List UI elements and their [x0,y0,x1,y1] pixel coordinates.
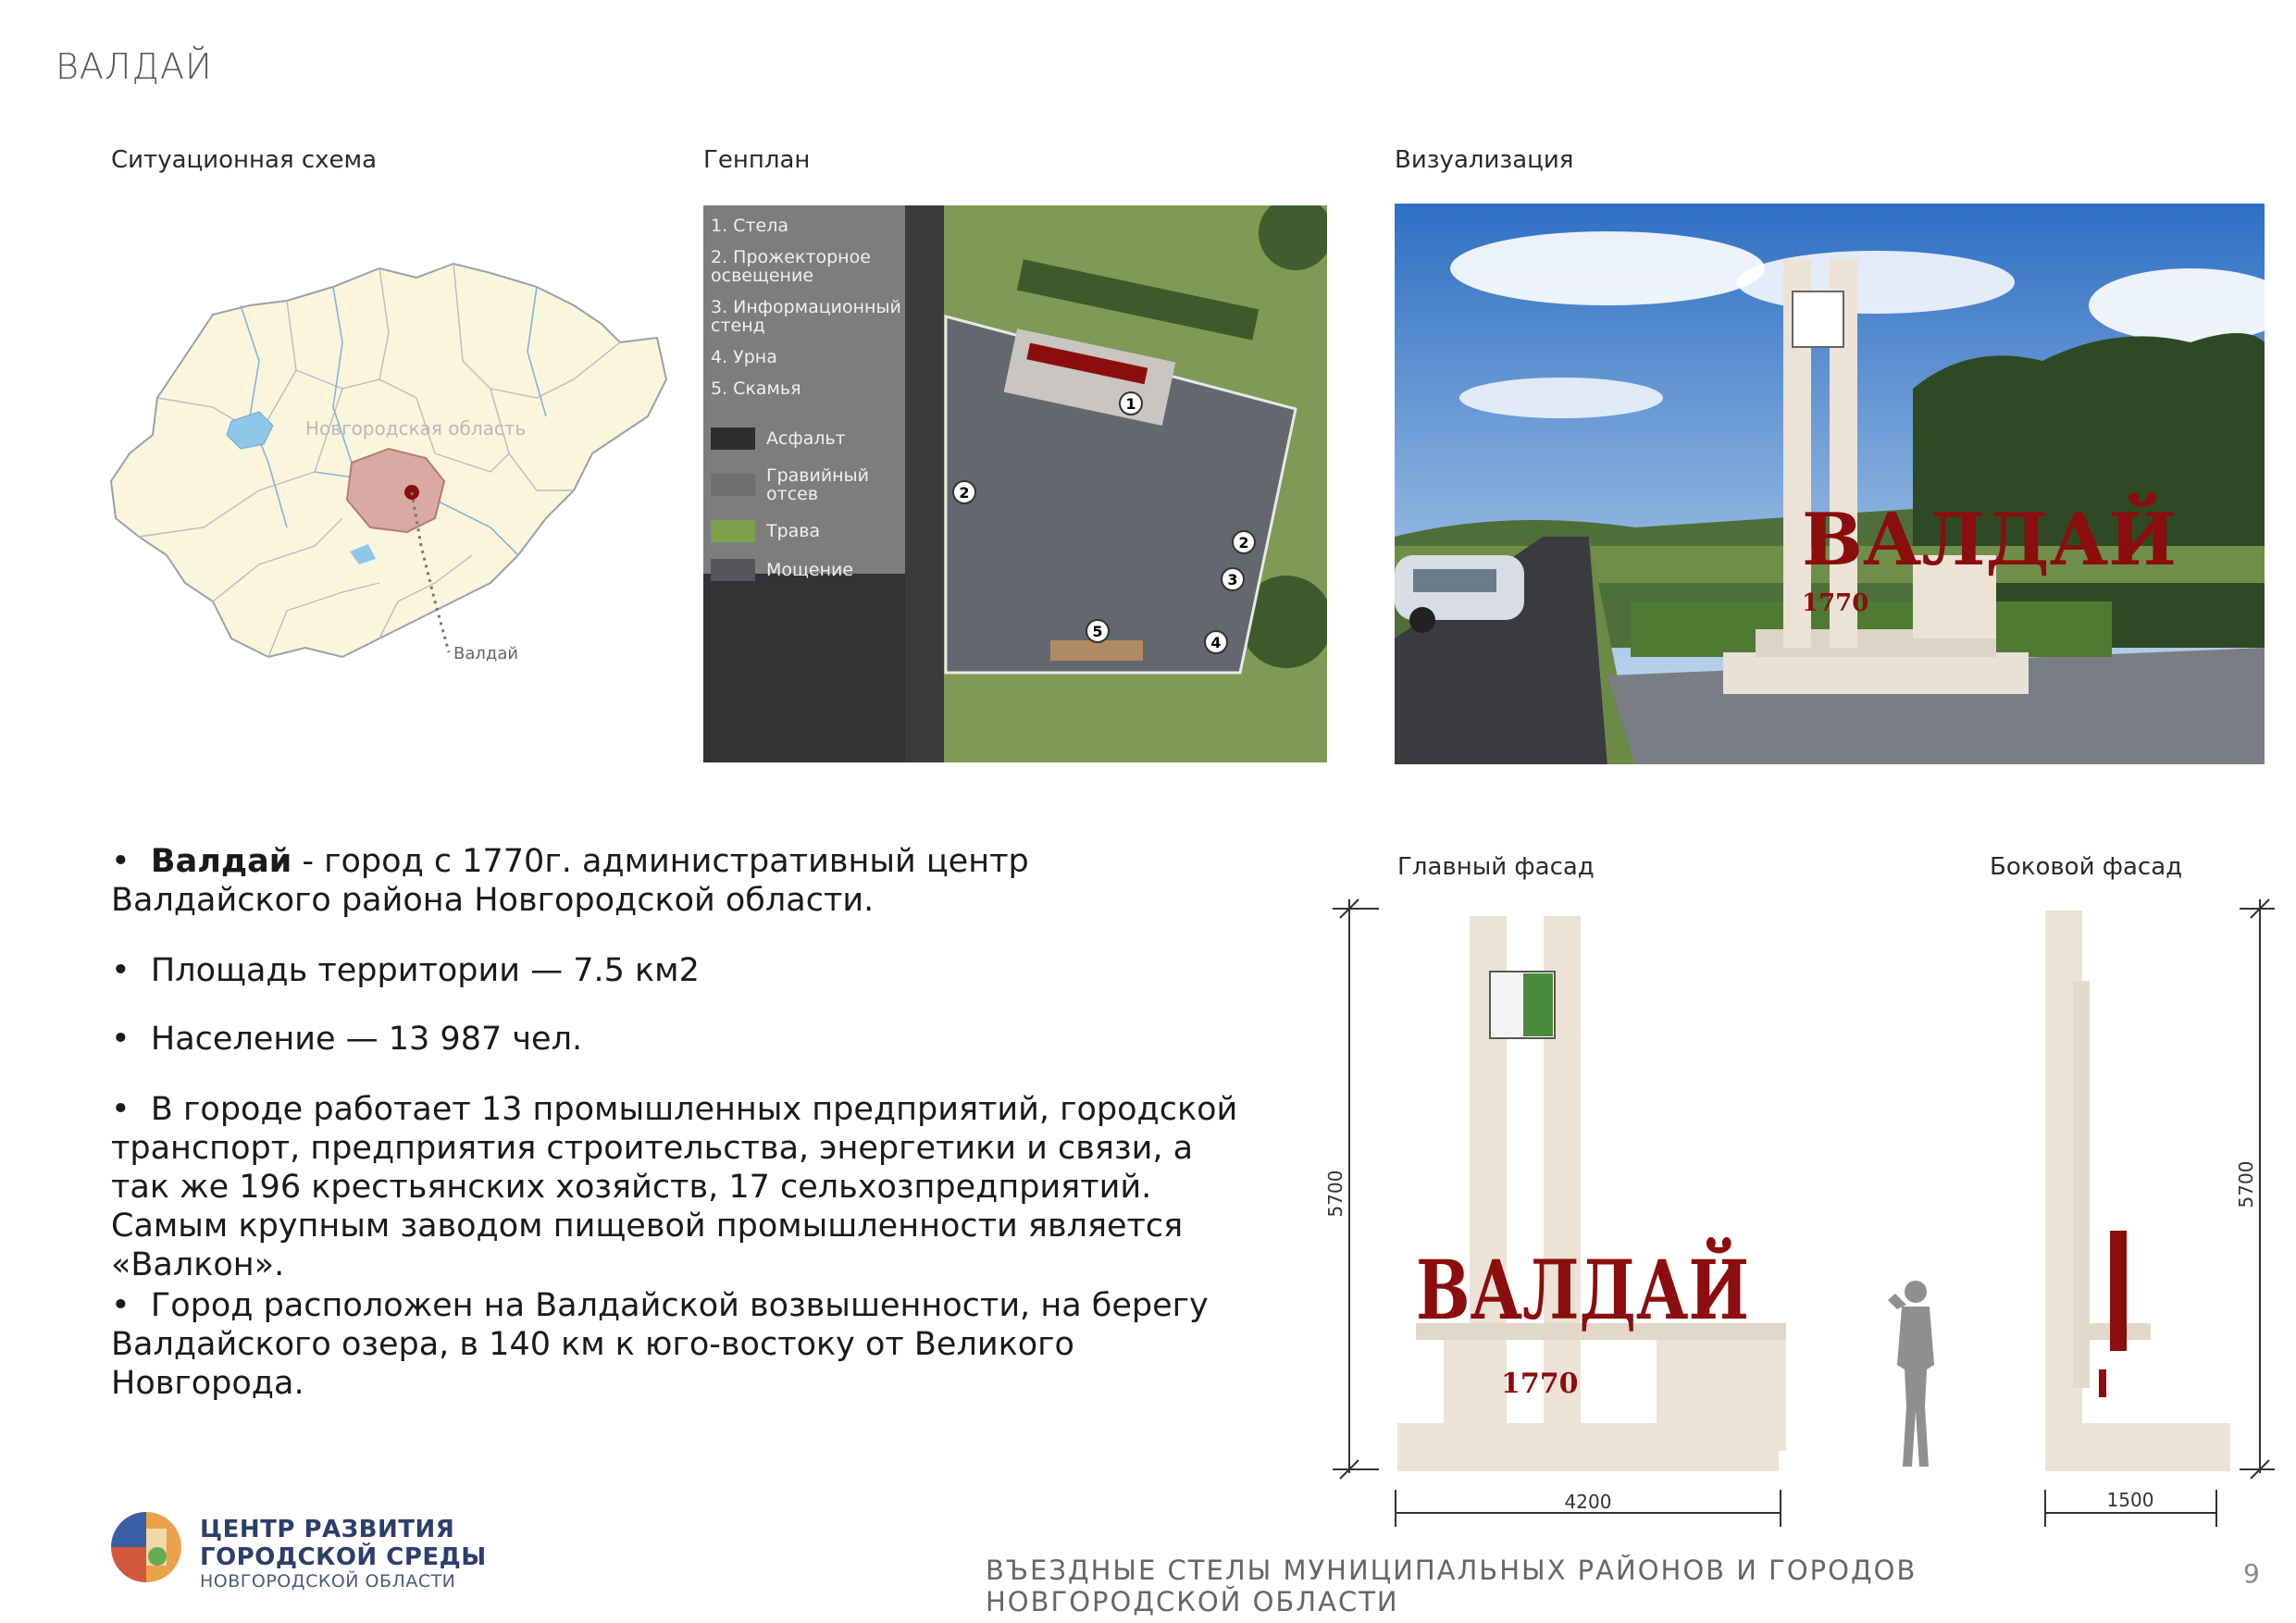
legend-label: Мощение [766,560,854,580]
logo-emblem [109,1510,183,1584]
footer-title: ВЪЕЗДНЫЕ СТЕЛЫ МУНИЦИПАЛЬНЫХ РАЙОНОВ И ГОРОДОВ НОВГОРОДСКОЙ ОБЛАСТИ [986,1555,1917,1617]
svg-text:5: 5 [1092,623,1103,640]
bullet-5: • Город расположен на Валдайской возвышенности, на берегу Валдайского озера, в 140 км к юго-востоку от Великого Новгорода. [111,1287,1209,1402]
marker-info-stand [1220,566,1246,596]
bullet-3-text: Население — 13 987 чел. [150,1021,583,1058]
genplan-items [711,217,905,411]
marker-light-left [951,479,977,509]
marker-light-right [1231,529,1257,559]
main-facade-stela-name: ВАЛДАЙ [1416,1242,1805,1338]
logo-line-2: ГОРОДСКОЙ СРЕДЫ [200,1543,487,1571]
human-scale-figure [1879,1277,1953,1471]
genplan-item: 1. Стела [711,216,788,236]
visual-stela-name: ВАЛДАЙ [1802,498,2178,582]
side-width-dim-label: 1500 [2106,1489,2154,1511]
svg-text:4: 4 [1210,634,1222,651]
bullet-5-text: Город расположен на Валдайской возвышенности, на берегу Валдайского озера, в 140 км к юго-востоку от Великого Новгорода. [111,1287,1209,1402]
genplan-item: 5. Скамья [711,378,801,399]
legend-label: Трава [766,521,821,541]
bullet-1-rest: - город с 1770г. административный центр Валдайского района Новгородской области. [111,843,1029,919]
bullet-3: • Население — 13 987 чел. [111,1021,583,1058]
bullet-4: • В городе работает 13 промышленных предприятий, городской транспорт, предприятия строительства, энергетики и связи, а так же 196 крестьянских хозяйств, 17 сельхозпредприятий. Самым крупным заводом пищевой промышленности является «Валкон». [111,1091,1238,1283]
genplan-item: 3. Информационный стенд [711,297,901,336]
svg-text:2: 2 [1238,534,1249,551]
logo-line-1: ЦЕНТР РАЗВИТИЯ [200,1516,455,1543]
legend-swatch-paving [711,559,755,581]
marker-urn [1203,629,1229,659]
genplan-item: 2. Прожекторное освещение [711,247,871,286]
marker-bench [1085,618,1111,648]
side-facade-drawing [2017,888,2277,1536]
svg-text:3: 3 [1227,571,1238,588]
legend-label: Гравийный отсев [766,465,869,504]
side-facade-heading: Боковой фасад [1990,853,2183,881]
city-label: Валдай [453,644,519,663]
legend-label: Асфальт [766,428,846,449]
bullet-4-text: В городе работает 13 промышленных предприятий, городской транспорт, предприятия строительства, энергетики и связи, а так же 196 крестьянских хозяйств, 17 сельхозпредприятий. Самым крупным заводом пищевой промышленности является «Валкон». [111,1091,1238,1283]
visual-heading: Визуализация [1395,146,1574,174]
visualization-panel [1395,204,2265,764]
width-dim-label: 4200 [1564,1491,1612,1513]
legend-swatch-grass [711,520,755,542]
height-dim-label: 5700 [1324,1170,1347,1218]
side-height-dim-label: 5700 [2235,1160,2257,1208]
logo-line-3: НОВГОРОДСКОЙ ОБЛАСТИ [200,1571,456,1592]
region-label: Новгородская область [305,417,527,440]
marker-stela [1118,390,1144,420]
legend-swatch-asphalt [711,427,755,450]
bullet-2-text: Площадь территории — 7.5 км2 [150,952,700,989]
genplan-panel [703,205,1327,762]
situational-map [102,250,676,675]
visual-stela-year: 1770 [1802,589,1869,617]
legend-swatch-gravel [711,474,755,496]
situational-heading: Ситуационная схема [111,146,378,174]
genplan-legend [711,427,877,581]
main-facade-drawing [1323,888,1805,1536]
bullet-1-bold: Валдай [150,843,292,880]
bullet-2: • Площадь территории — 7.5 км2 [111,952,700,989]
page-title: ВАЛДАЙ [56,46,213,87]
genplan-heading: Генплан [703,146,811,174]
main-facade-heading: Главный фасад [1397,853,1595,881]
svg-text:2: 2 [959,484,970,502]
main-facade-stela-year: 1770 [1501,1368,1579,1400]
bullet-1: • Валдай - город с 1770г. административный центр Валдайского района Новгородской области. [111,843,1029,919]
page-number: 9 [2243,1558,2260,1589]
genplan-item: 4. Урна [711,347,777,367]
svg-text:1: 1 [1125,395,1136,413]
